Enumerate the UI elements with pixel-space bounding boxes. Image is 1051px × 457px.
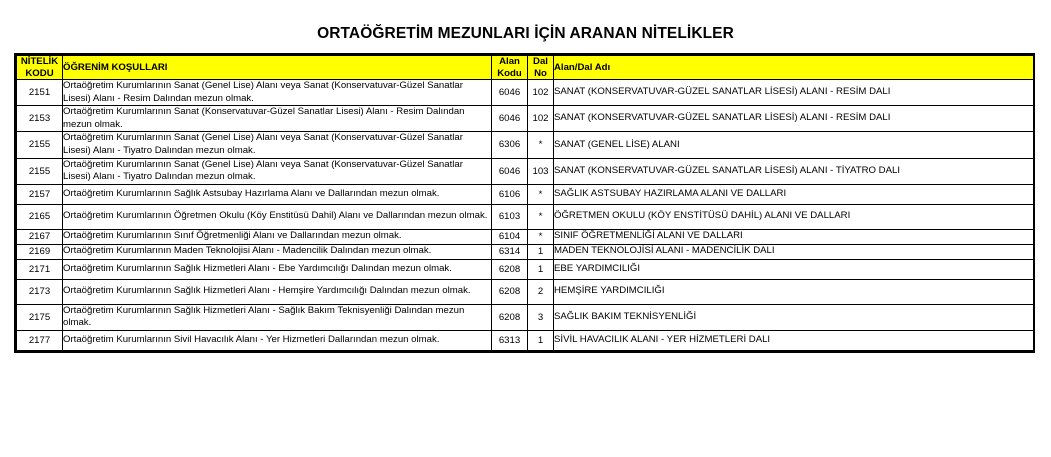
cell-nitelik-kodu: 2177 [17,330,63,350]
cell-alan-kodu: 6046 [492,80,528,106]
cell-ogrenim-kosullari: Ortaöğretim Kurumlarının Maden Teknolojisi Alanı - Madencilik Dalından mezun olmak. [63,244,492,259]
cell-ogrenim-kosullari: Ortaöğretim Kurumlarının Sağlık Hizmetleri Alanı - Ebe Yardımcılığı Dalından mezun olmak. [63,259,492,279]
cell-nitelik-kodu: 2169 [17,244,63,259]
cell-ogrenim-kosullari: Ortaöğretim Kurumlarının Sanat (Konservatuvar-Güzel Sanatlar Lisesi) Alanı - Resim Dalından mezun olmak. [63,106,492,132]
cell-alan-dal-adi: EBE YARDIMCILIĞI [554,259,1034,279]
cell-alan-kodu: 6313 [492,330,528,350]
table-row [17,158,1034,184]
header-line-1: Alan [499,56,520,67]
cell-nitelik-kodu: 2157 [17,184,63,204]
cell-alan-dal-adi: SANAT (KONSERVATUVAR-GÜZEL SANATLAR LİSESİ) ALANI - RESİM DALI [554,106,1034,132]
table-row [17,204,1034,229]
column-header-dal-no [528,56,554,80]
cell-alan-kodu: 6314 [492,244,528,259]
cell-dal-no: 103 [528,158,554,184]
cell-ogrenim-kosullari: Ortaöğretim Kurumlarının Öğretmen Okulu (Köy Enstitüsü Dahil) Alanı ve Dallarından mezun olmak. [63,204,492,229]
cell-alan-dal-adi: SANAT (GENEL LİSE) ALANI [554,132,1034,158]
cell-alan-kodu: 6104 [492,229,528,244]
cell-ogrenim-kosullari: Ortaöğretim Kurumlarının Sivil Havacılık Alanı - Yer Hizmetleri Dallarından mezun olmak. [63,330,492,350]
cell-dal-no: * [528,184,554,204]
table-row [17,106,1034,132]
cell-alan-dal-adi: MADEN TEKNOLOJİSİ ALANI - MADENCİLİK DALI [554,244,1034,259]
header-line-2: Kodu [497,67,522,79]
table-row [17,184,1034,204]
cell-ogrenim-kosullari: Ortaöğretim Kurumlarının Sağlık Astsubay Hazırlama Alanı ve Dallarından mezun olmak. [63,184,492,204]
cell-alan-kodu: 6208 [492,259,528,279]
column-header-nitelik-kodu [17,56,63,80]
cell-ogrenim-kosullari: Ortaöğretim Kurumlarının Sanat (Genel Lise) Alanı veya Sanat (Konservatuvar-Güzel Sanatlar Lisesi) Alanı - Resim Dalından mezun olmak. [63,80,492,106]
header-line-2: No [534,67,547,79]
cell-dal-no: 2 [528,279,554,304]
cell-ogrenim-kosullari: Ortaöğretim Kurumlarının Sağlık Hizmetleri Alanı - Hemşire Yardımcılığı Dalından mezun olmak. [63,279,492,304]
cell-dal-no: * [528,204,554,229]
column-header-alan-dal-adi: Alan/Dal Adı [554,56,1034,80]
cell-nitelik-kodu: 2173 [17,279,63,304]
table-row [17,330,1034,350]
cell-nitelik-kodu: 2167 [17,229,63,244]
header-line-1: NİTELİK [20,56,59,67]
cell-dal-no: * [528,229,554,244]
table-row [17,229,1034,244]
qualifications-table [16,55,1034,351]
cell-alan-dal-adi: SAĞLIK ASTSUBAY HAZIRLAMA ALANI VE DALLARI [554,184,1034,204]
column-header-ogrenim-kosullari: ÖĞRENİM KOŞULLARI [63,56,492,80]
cell-dal-no: 1 [528,244,554,259]
table-row [17,80,1034,106]
cell-nitelik-kodu: 2165 [17,204,63,229]
column-header-alan-kodu [492,56,528,80]
cell-ogrenim-kosullari: Ortaöğretim Kurumlarının Sanat (Genel Lise) Alanı veya Sanat (Konservatuvar-Güzel Sanatlar Lisesi) Alanı - Tiyatro Dalından mezun olmak. [63,132,492,158]
table-header [17,56,1034,80]
page-title: ORTAÖĞRETİM MEZUNLARI İÇİN ARANAN NİTELİKLER [317,25,734,42]
cell-alan-dal-adi: SINIF ÖĞRETMENLİĞİ ALANI VE DALLARI [554,229,1034,244]
cell-alan-dal-adi: SİVİL HAVACILIK ALANI - YER HİZMETLERİ DALI [554,330,1034,350]
cell-alan-kodu: 6106 [492,184,528,204]
cell-alan-dal-adi: SANAT (KONSERVATUVAR-GÜZEL SANATLAR LİSESİ) ALANI - TİYATRO DALI [554,158,1034,184]
table-row [17,244,1034,259]
cell-alan-dal-adi: ÖĞRETMEN OKULU (KÖY ENSTİTÜSÜ DAHİL) ALANI VE DALLARI [554,204,1034,229]
cell-alan-kodu: 6046 [492,106,528,132]
cell-dal-no: 102 [528,80,554,106]
table-row [17,259,1034,279]
cell-dal-no: * [528,132,554,158]
cell-alan-kodu: 6046 [492,158,528,184]
cell-dal-no: 1 [528,259,554,279]
cell-dal-no: 102 [528,106,554,132]
cell-nitelik-kodu: 2155 [17,158,63,184]
cell-alan-kodu: 6103 [492,204,528,229]
cell-dal-no: 1 [528,330,554,350]
cell-alan-kodu: 6208 [492,279,528,304]
cell-alan-dal-adi: SANAT (KONSERVATUVAR-GÜZEL SANATLAR LİSESİ) ALANI - RESİM DALI [554,80,1034,106]
cell-alan-kodu: 6208 [492,304,528,330]
cell-alan-dal-adi: SAĞLIK BAKIM TEKNİSYENLİĞİ [554,304,1034,330]
cell-dal-no: 3 [528,304,554,330]
table-body [17,80,1034,351]
table-header-row [17,56,1034,80]
cell-nitelik-kodu: 2175 [17,304,63,330]
cell-ogrenim-kosullari: Ortaöğretim Kurumlarının Sanat (Genel Lise) Alanı veya Sanat (Konservatuvar-Güzel Sanatlar Lisesi) Alanı - Tiyatro Dalından mezun olmak. [63,158,492,184]
cell-nitelik-kodu: 2151 [17,80,63,106]
cell-nitelik-kodu: 2155 [17,132,63,158]
cell-ogrenim-kosullari: Ortaöğretim Kurumlarının Sınıf Öğretmenliği Alanı ve Dallarından mezun olmak. [63,229,492,244]
cell-alan-dal-adi: HEMŞİRE YARDIMCILIĞI [554,279,1034,304]
cell-alan-kodu: 6306 [492,132,528,158]
cell-nitelik-kodu: 2153 [17,106,63,132]
table-row [17,279,1034,304]
qualifications-table-container [14,53,1035,353]
header-line-2: KODU [25,67,54,79]
table-row [17,132,1034,158]
cell-ogrenim-kosullari: Ortaöğretim Kurumlarının Sağlık Hizmetleri Alanı - Sağlık Bakım Teknisyenliği Dalından mezun olmak. [63,304,492,330]
header-line-1: Dal [533,56,548,67]
table-row [17,304,1034,330]
cell-nitelik-kodu: 2171 [17,259,63,279]
